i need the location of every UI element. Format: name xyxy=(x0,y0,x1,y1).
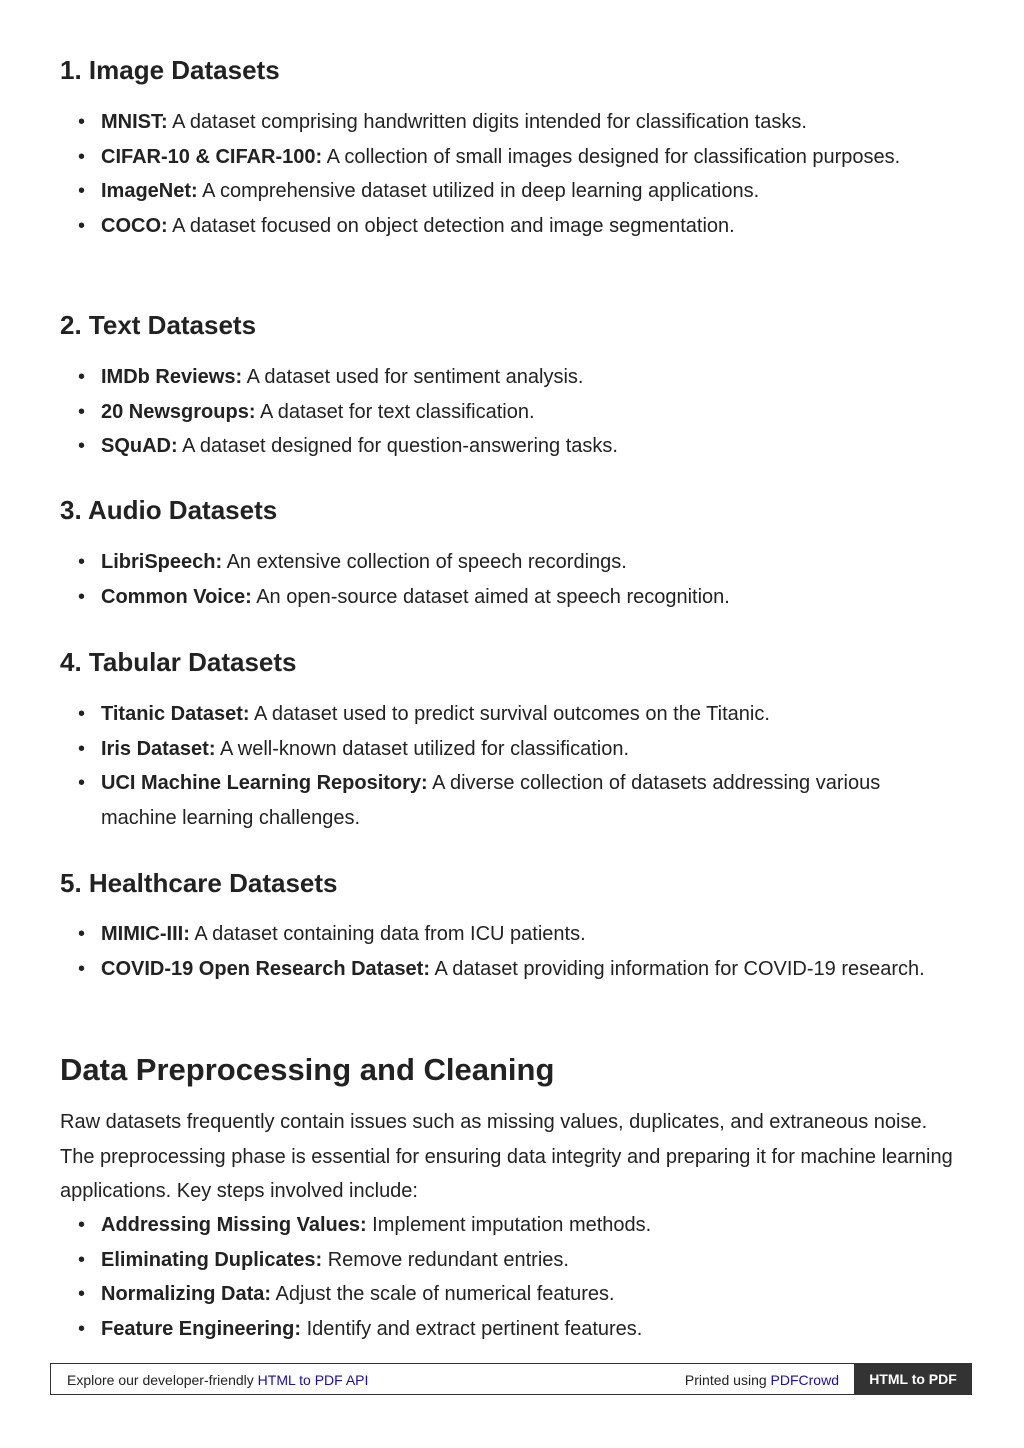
pdf-footer-banner xyxy=(50,1363,972,1395)
item-term: CIFAR-10 & CIFAR-100: xyxy=(101,145,323,168)
item-desc: A dataset for text classification. xyxy=(255,400,535,423)
html-to-pdf-button[interactable]: HTML to PDF xyxy=(854,1363,972,1395)
item-term: Iris Dataset: xyxy=(101,737,216,760)
item-desc: A collection of small images designed for classification purposes. xyxy=(322,145,901,168)
item-desc: Remove redundant entries. xyxy=(322,1248,569,1271)
item-desc: Adjust the scale of numerical features. xyxy=(271,1283,615,1305)
item-term: IMDb Reviews: xyxy=(101,366,243,388)
html-to-pdf-api-link[interactable]: HTML to PDF API xyxy=(257,1372,369,1388)
bullet-icon: • xyxy=(78,1248,86,1271)
list-item xyxy=(60,105,960,140)
bullet-icon: • xyxy=(78,703,86,725)
page-section-title: Data Preprocessing and Cleaning xyxy=(60,1052,555,1087)
list-item xyxy=(60,952,960,987)
item-term: Titanic Dataset: xyxy=(101,703,250,725)
list-item xyxy=(60,174,960,209)
item-desc: A well-known dataset utilized for classification. xyxy=(215,737,630,760)
bullet-icon: • xyxy=(78,585,86,608)
section-heading: 4. Tabular Datasets xyxy=(60,647,297,677)
item-term: UCI Machine Learning Repository: xyxy=(101,772,428,794)
bullet-icon: • xyxy=(78,400,86,423)
item-term: COCO: xyxy=(101,214,168,237)
bullet-icon: • xyxy=(78,772,86,794)
list-item xyxy=(60,917,960,952)
item-term: Eliminating Duplicates: xyxy=(101,1248,323,1271)
item-desc: A dataset designed for question-answering tasks. xyxy=(177,435,618,457)
bullet-icon: • xyxy=(78,1214,86,1236)
bullet-icon: • xyxy=(78,737,86,760)
bullet-icon: • xyxy=(78,551,86,573)
dataset-list xyxy=(60,697,960,835)
bullet-icon: • xyxy=(78,923,86,945)
list-item xyxy=(60,395,960,430)
list-item xyxy=(60,1208,960,1243)
item-term: ImageNet: xyxy=(101,180,198,202)
item-desc: Identify and extract pertinent features. xyxy=(301,1317,643,1340)
footer-right-text: Printed using xyxy=(684,1372,771,1388)
dataset-list xyxy=(60,105,960,243)
section-heading: 5. Healthcare Datasets xyxy=(60,868,338,898)
bullet-icon: • xyxy=(78,957,86,980)
footer-left-text: Explore our developer-friendly xyxy=(67,1372,258,1388)
list-item xyxy=(60,1277,960,1312)
bullet-icon: • xyxy=(78,145,86,168)
item-desc: A dataset used to predict survival outcomes on the Titanic. xyxy=(249,703,770,725)
item-desc: An extensive collection of speech recordings. xyxy=(222,551,627,573)
dataset-list xyxy=(60,917,960,986)
list-item xyxy=(60,697,960,732)
bullet-icon: • xyxy=(78,180,86,202)
bullet-icon: • xyxy=(78,366,86,388)
list-item xyxy=(60,140,960,175)
item-desc: An open-source dataset aimed at speech recognition. xyxy=(251,585,730,608)
footer-right xyxy=(685,1372,839,1388)
pdfcrowd-link[interactable]: PDFCrowd xyxy=(770,1372,839,1388)
list-item xyxy=(60,1243,960,1278)
bullet-icon: • xyxy=(78,214,86,237)
item-term: Common Voice: xyxy=(101,585,252,608)
footer-left xyxy=(67,1372,368,1388)
item-term: MIMIC-III: xyxy=(101,923,190,945)
item-term: Feature Engineering: xyxy=(101,1317,302,1340)
item-term: 20 Newsgroups: xyxy=(101,400,256,423)
item-desc: A dataset focused on object detection and image segmentation. xyxy=(167,214,735,237)
item-term: Normalizing Data: xyxy=(101,1283,272,1305)
dataset-list xyxy=(60,545,960,614)
steps-list xyxy=(60,1208,960,1346)
list-item xyxy=(60,1312,960,1347)
section-heading: 1. Image Datasets xyxy=(60,55,280,85)
intro-paragraph: Raw datasets frequently contain issues such as missing values, duplicates, and extraneous noise. The preprocessing phase is essential for ensuring data integrity and preparing it for machine learning applications. Key steps involved include: xyxy=(60,1111,953,1202)
list-item xyxy=(60,545,960,580)
item-term: COVID-19 Open Research Dataset: xyxy=(101,957,431,980)
dataset-list xyxy=(60,360,960,464)
list-item xyxy=(60,732,960,767)
section-heading: 3. Audio Datasets xyxy=(60,495,278,525)
section-heading: 2. Text Datasets xyxy=(60,310,257,340)
item-desc: A comprehensive dataset utilized in deep learning applications. xyxy=(197,180,760,202)
list-item xyxy=(60,209,960,244)
bullet-icon: • xyxy=(78,1283,86,1305)
item-desc: A dataset comprising handwritten digits intended for classification tasks. xyxy=(167,111,807,133)
list-item xyxy=(60,766,960,835)
item-desc: A dataset used for sentiment analysis. xyxy=(242,366,584,388)
item-desc: Implement imputation methods. xyxy=(366,1214,652,1236)
item-desc: A diverse collection of datasets addressing various machine learning challenges. xyxy=(101,772,881,829)
item-term: SQuAD: xyxy=(101,435,178,457)
list-item xyxy=(60,360,960,395)
item-term: LibriSpeech: xyxy=(101,551,223,573)
item-term: MNIST: xyxy=(101,111,168,133)
item-desc: A dataset containing data from ICU patients. xyxy=(189,923,586,945)
item-term: Addressing Missing Values: xyxy=(101,1214,367,1236)
bullet-icon: • xyxy=(78,435,86,457)
list-item xyxy=(60,580,960,615)
bullet-icon: • xyxy=(78,111,86,133)
bullet-icon: • xyxy=(78,1317,86,1340)
item-desc: A dataset providing information for COVID-19 research. xyxy=(430,957,925,980)
list-item xyxy=(60,429,960,464)
